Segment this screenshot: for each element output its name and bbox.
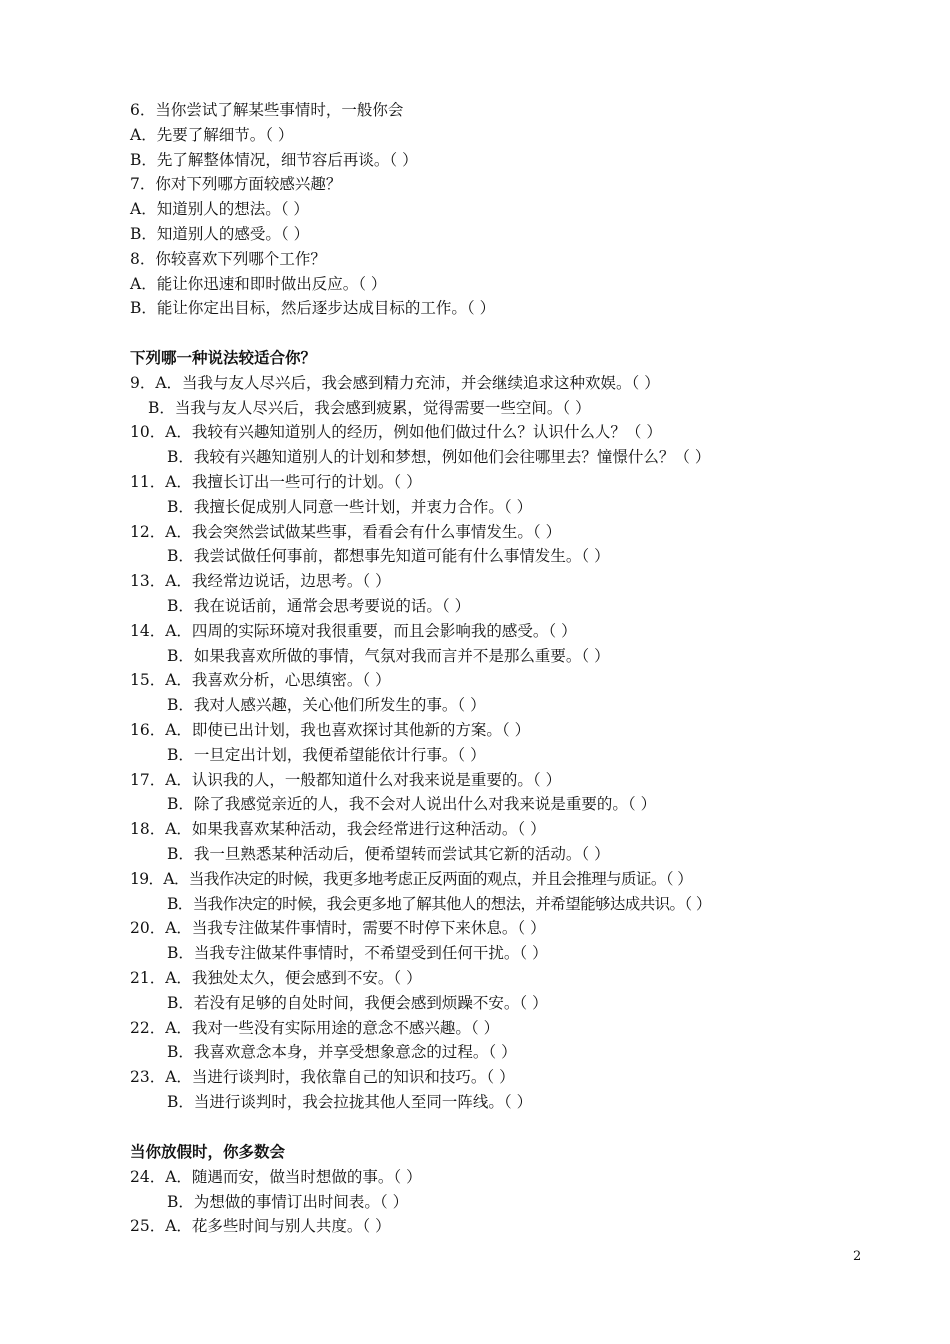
- option-8b: B．能让你定出目标，然后逐步达成目标的工作。（ ）: [130, 299, 496, 318]
- question-8: 8．你较喜欢下列哪个工作？: [130, 249, 326, 268]
- item-16b: B．一旦定出计划，我便希望能依计行事。（ ）: [167, 745, 486, 764]
- item-24a: 24．A．随遇而安，做当时想做的事。（ ）: [130, 1167, 422, 1186]
- item-12b: B．我尝试做任何事前，都想事先知道可能有什么事情发生。（ ）: [167, 547, 610, 566]
- item-21b: B．若没有足够的自处时间，我便会感到烦躁不安。（ ）: [167, 993, 548, 1012]
- question-6: 6．当你尝试了解某些事情时，一般你会: [130, 101, 404, 119]
- item-12a: 12．A．我会突然尝试做某些事，看看会有什么事情发生。（ ）: [130, 522, 562, 541]
- item-18b: B．我一旦熟悉某种活动后，便希望转而尝试其它新的活动。（ ）: [167, 845, 610, 863]
- item-19a: 19．A．当我作决定的时候，我更多地考虑正反两面的观点，并且会推理与质证。（ ）: [130, 869, 693, 888]
- item-18a: 18．A．如果我喜欢某种活动，我会经常进行这种活动。（ ）: [130, 820, 546, 839]
- option-8a: A．能让你迅速和即时做出反应。（ ）: [130, 274, 387, 293]
- item-20b: B．当我专注做某件事情时，不希望受到任何干扰。（ ）: [167, 944, 548, 963]
- item-9b: B．当我与友人尽兴后，我会感到疲累，觉得需要一些空间。（ ）: [148, 398, 591, 417]
- item-11a: 11．A．我擅长订出一些可行的计划。（ ）: [130, 473, 422, 491]
- page-number: 2: [853, 1249, 862, 1264]
- item-23b: B．当进行谈判时，我会拉拢其他人至同一阵线。（ ）: [167, 1093, 533, 1111]
- item-22a: 22．A．我对一些没有实际用途的意念不感兴趣。（ ）: [130, 1018, 500, 1037]
- item-20a: 20．A．当我专注做某件事情时，需要不时停下来休息。（ ）: [130, 919, 546, 938]
- item-13b: B．我在说话前，通常会思考要说的话。（ ）: [167, 597, 471, 615]
- item-14a: 14．A．四周的实际环境对我很重要，而且会影响我的感受。（ ）: [130, 621, 577, 640]
- item-9a: 9．A．当我与友人尽兴后，我会感到精力充沛，并会继续追求这种欢娱。（ ）: [130, 373, 660, 392]
- item-22b: B．我喜欢意念本身，并享受想象意念的过程。（ ）: [167, 1043, 517, 1062]
- question-7: 7．你对下列哪方面较感兴趣？: [130, 175, 342, 194]
- section-title: 下列哪一种说法较适合你？: [130, 349, 317, 367]
- option-7a: A．知道别人的想法。（ ）: [130, 200, 309, 219]
- item-11b: B．我擅长促成别人同意一些计划，并衷力合作。（ ）: [167, 497, 533, 516]
- item-23a: 23．A．当进行谈判时，我依靠自己的知识和技巧。（ ）: [130, 1068, 515, 1087]
- item-15a: 15．A．我喜欢分析，心思缜密。（ ）: [130, 671, 391, 690]
- item-14b: B．如果我喜欢所做的事情，气氛对我而言并不是那么重要。（ ）: [167, 646, 610, 665]
- item-16a: 16．A．即使已出计划，我也喜欢探讨其他新的方案。（ ）: [130, 721, 531, 739]
- item-10a: 10．A．我较有兴趣知道别人的经历，例如他们做过什么？认识什么人？（ ）: [130, 423, 662, 442]
- item-19b: B．当我作决定的时候，我会更多地了解其他人的想法，并希望能够达成共识。（ ）: [167, 894, 711, 913]
- item-25a: 25．A．花多些时间与别人共度。（ ）: [130, 1217, 391, 1236]
- item-15b: B．我对人感兴趣，关心他们所发生的事。（ ）: [167, 696, 486, 715]
- item-17b: B．除了我感觉亲近的人，我不会对人说出什么对我来说是重要的。（ ）: [167, 795, 657, 814]
- option-7b: B．知道别人的感受。（ ）: [130, 225, 310, 243]
- item-10b: B．我较有兴趣知道别人的计划和梦想，例如他们会往哪里去？憧憬什么？（ ）: [167, 448, 711, 467]
- item-21a: 21．A．我独处太久，便会感到不安。（ ）: [130, 969, 422, 987]
- option-6a: A．先要了解细节。（ ）: [130, 125, 294, 144]
- item-13a: 13．A．我经常边说话，边思考。（ ）: [130, 572, 391, 591]
- item-17a: 17．A．认识我的人，一般都知道什么对我来说是重要的。（ ）: [130, 770, 562, 789]
- option-6b: B．先了解整体情况，细节容后再谈。（ ）: [130, 150, 418, 169]
- section-title: 当你放假时，你多数会: [130, 1143, 286, 1161]
- item-24b: B．为想做的事情订出时间表。（ ）: [167, 1192, 409, 1211]
